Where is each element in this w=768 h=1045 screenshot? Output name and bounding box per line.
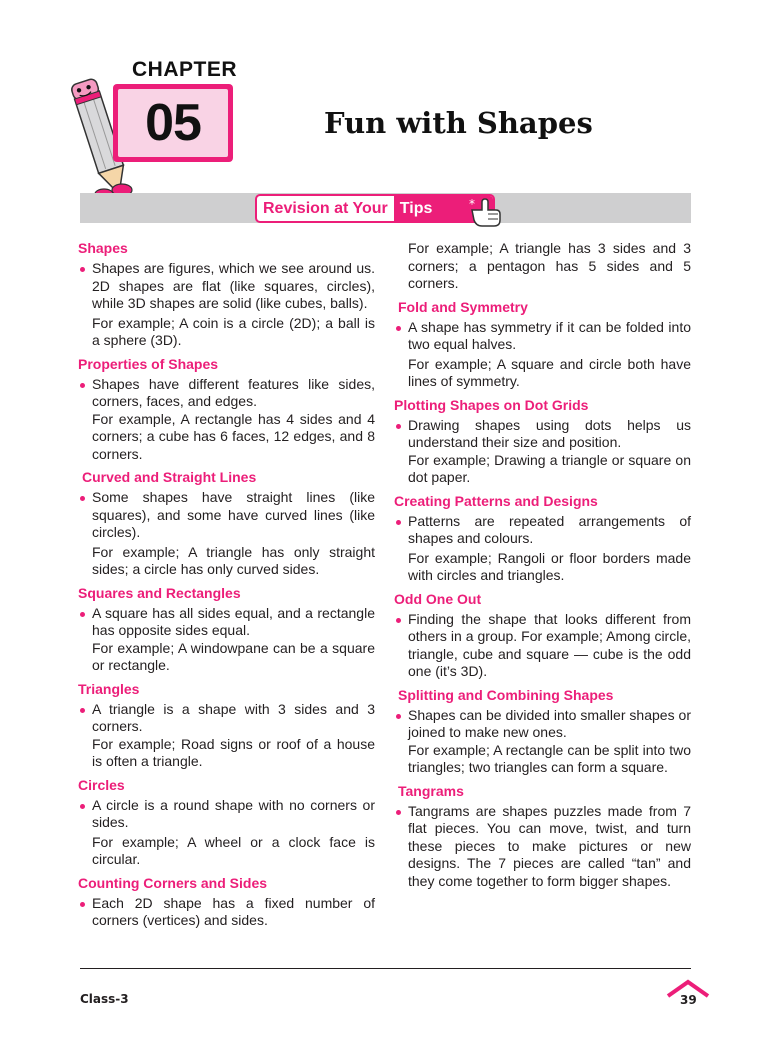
section-heading: Shapes (78, 240, 128, 256)
bullet-text: A square has all sides equal, and a rectangle has opposite sides equal. (78, 605, 375, 640)
class-label: Class-3 (80, 992, 129, 1006)
left-column (78, 240, 375, 936)
bullet-text: Some shapes have straight lines (like squares), and some have curved lines (like circles). (78, 489, 375, 542)
bullet-text: Shapes are figures, which we see around us. 2D shapes are flat (like squares, circles), while 3D shapes are solid (like cubes, balls). (78, 260, 375, 313)
section-plotting (394, 397, 691, 487)
tips-label-part2: Tips (394, 196, 493, 221)
bullet-text: Patterns are repeated arrangements of shapes and colours. (394, 513, 691, 548)
section-fold-symmetry (394, 299, 691, 391)
example-text: For example; A windowpane can be a square or rectangle. (92, 639, 375, 673)
example-text: For example; Drawing a triangle or square on dot paper. (408, 451, 691, 485)
section-splitting (394, 687, 691, 777)
section-heading: Circles (78, 776, 125, 793)
bullet-text: A circle is a round shape with no corners or sides. (78, 797, 375, 832)
section-circles (78, 777, 375, 869)
chapter-number: 05 (145, 94, 201, 152)
example-text: For example; Road signs or roof of a house is often a triangle. (92, 735, 375, 769)
bullet-text: Tangrams are shapes puzzles made from 7 flat pieces. You can move, twist, and turn these pieces to make pictures or new designs. The 7 pieces are called “tan” and they come together to form bigger shapes. (394, 803, 691, 891)
section-counting-continued (394, 240, 691, 293)
svg-text:*: * (469, 197, 475, 211)
section-heading: Splitting and Combining Shapes (398, 686, 614, 703)
section-heading: Creating Patterns and Designs (394, 492, 598, 509)
bullet-text: A shape has symmetry if it can be folded into two equal halves. (394, 319, 691, 354)
section-tangrams (394, 783, 691, 891)
revision-tips-banner (255, 194, 495, 223)
example-text: For example; Rangoli or floor borders made with circles and triangles. (408, 549, 691, 583)
section-patterns (394, 493, 691, 585)
section-counting (78, 875, 375, 930)
footer-rule (80, 968, 691, 969)
section-shapes (78, 240, 375, 350)
section-heading: Odd One Out (394, 590, 482, 607)
bullet-text: Drawing shapes using dots helps us understand their size and position. (394, 417, 691, 452)
section-heading: Counting Corners and Sides (78, 874, 268, 891)
section-heading: Curved and Straight Lines (82, 469, 257, 485)
section-odd-one-out (394, 591, 691, 681)
section-heading: Tangrams (398, 782, 464, 799)
section-heading: Triangles (78, 680, 140, 697)
bullet-text: Shapes have different features like sides, corners, faces, and edges. (78, 376, 375, 411)
example-text: For example; A wheel or a clock face is circular. (92, 833, 375, 867)
example-text: For example, A rectangle has 4 sides and 4 corners; a cube has 6 faces, 12 edges, and 8 corners. (92, 410, 375, 462)
page-title: Fun with Shapes (324, 106, 593, 140)
tips-label-part1: Revision at Your (263, 199, 388, 217)
chapter-label: CHAPTER (132, 58, 238, 81)
section-curved-lines (78, 469, 375, 579)
bullet-text: Finding the shape that looks different from others in a group. For example; Among circle, triangle, cube and square — cube is the odd one (it’s 3D). (394, 611, 691, 681)
section-heading: Properties of Shapes (78, 355, 219, 372)
section-heading: Fold and Symmetry (398, 298, 528, 315)
example-text: For example; A rectangle can be split into two triangles; two triangles can form a square. (408, 741, 691, 775)
example-text: For example; A triangle has only straight sides; a circle has only curved sides. (92, 543, 375, 577)
example-text: For example; A coin is a circle (2D); a ball is a sphere (3D). (92, 314, 375, 348)
pointing-hand-icon (468, 196, 504, 230)
section-squares (78, 585, 375, 675)
example-text: For example; A square and circle both have lines of symmetry. (408, 355, 691, 389)
section-heading: Plotting Shapes on Dot Grids (394, 396, 589, 413)
bullet-text: Shapes can be divided into smaller shapes or joined to make new ones. (394, 707, 691, 742)
right-column (394, 240, 691, 896)
section-heading: Squares and Rectangles (78, 584, 241, 601)
example-text: For example; A triangle has 3 sides and 3 corners; a pentagon has 5 sides and 5 corners. (408, 240, 691, 291)
chapter-number-box (113, 84, 233, 162)
bullet-text: A triangle is a shape with 3 sides and 3 corners. (78, 701, 375, 736)
page-number: 39 (680, 993, 697, 1007)
chapter-number-inner (118, 89, 228, 157)
section-triangles (78, 681, 375, 771)
bullet-text: Each 2D shape has a fixed number of corners (vertices) and sides. (78, 895, 375, 930)
section-properties (78, 356, 375, 464)
